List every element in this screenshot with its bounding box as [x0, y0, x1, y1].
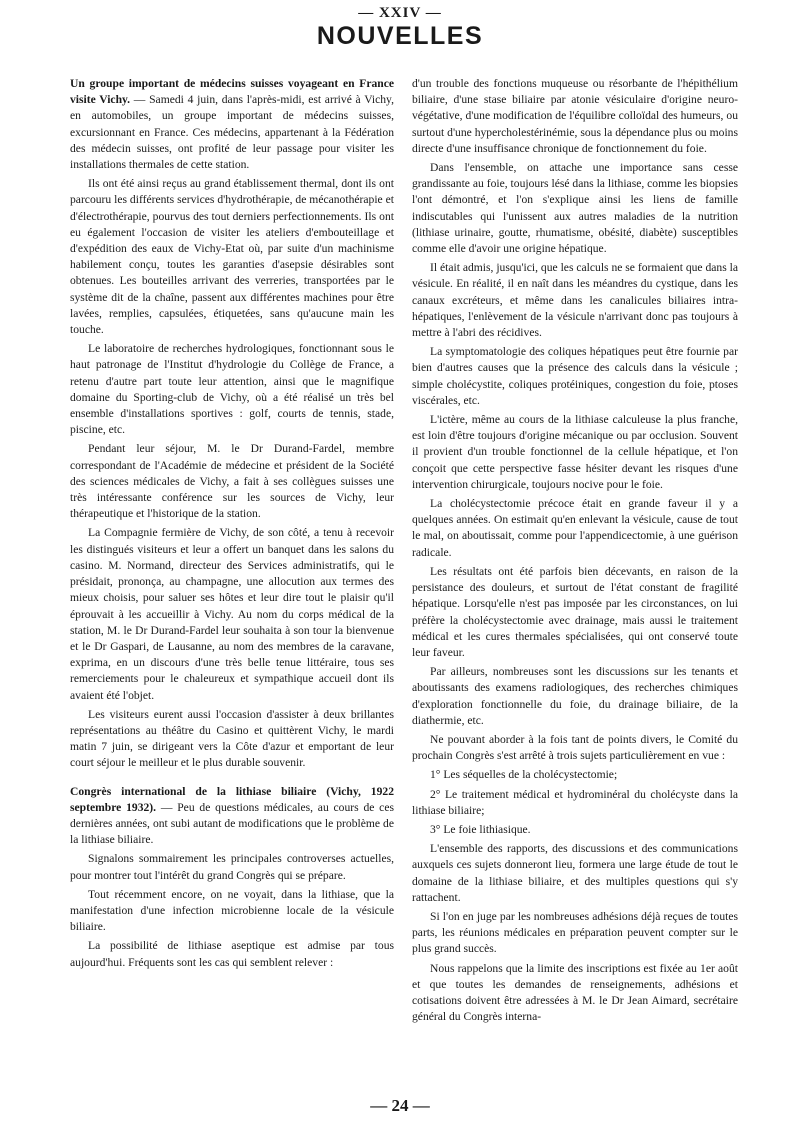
article-heading: Congrès international de la lithiase biliaire (Vichy, 1922 septembre 1932).: [70, 784, 394, 814]
paragraph: Tout récemment encore, on ne voyait, dans la lithiase, que la manifestation d'une infection microbienne locale de la vésicule biliaire.: [70, 887, 394, 934]
paragraph: La symptomatologie des coliques hépatiques peut être fournie par bien d'autres causes que la présence des calculs dans la vésicule ; simple cholécystite, coliques protéiniques, congestion du foie, ptoses viscérales, etc.: [412, 345, 738, 407]
paragraph: Dans l'ensemble, on attache une importance sans cesse grandissante au foie, toujours lésé dans la lithiase, comme les biopsies l'ont démontré, et l'on s'explique ainsi les liens de famille indiscutables qui l'unissent aux autres maladies de la nutrition (lithiase urinaire, goutte, rhumatisme, obésité, diabète) susceptibles comme elle d'avoir une origine hépatique.: [412, 161, 738, 256]
paragraph: Ils ont été ainsi reçus au grand établissement thermal, dont ils ont parcouru les différents services d'hydrothérapie, de mécanothérapie et d'électrothérapie, pourvus des tout derniers perfectionnements. Ils ont eu également l'occasion de visiter les ateliers d'embouteillage et d'expédition des eaux de Vichy-Etat où, par suite d'un machinisme habilement conçu, toutes les garanties d'asepsie désirables sont obtenues. Les bouteilles arrivant des verreries, transportées par le système dit de la chaîne, passent aux différentes machines pour être lavées, remplies, capsulées, étiquetées, sans qu'aucune main les touche.: [70, 177, 394, 337]
paragraph: Le laboratoire de recherches hydrologiques, fonctionnant sous le haut patronage de l'Institut d'hydrologie du Collège de France, a retenu d'autre part toute leur attention, ainsi que le magnifique domaine du Sporting-club de Vichy, où a été réalisé un très bel ensemble d'installations sportives : golf, courts de tennis, stade, piscine, etc.: [70, 342, 394, 437]
paragraph: La possibilité de lithiase aseptique est admise par tous aujourd'hui. Fréquents sont les cas qui semblent relever :: [70, 939, 394, 969]
paragraph: Les visiteurs eurent aussi l'occasion d'assister à deux brillantes représentations au théâtre du Casino et quittèrent Vichy, le mardi matin 7 juin, se dirigeant vers la Côte d'azur et emportant de leur court séjour le meilleur et le plus durable souvenir.: [70, 707, 394, 770]
paragraph: L'ensemble des rapports, des discussions et des communications auxquels ces sujets donneront lieu, formera une large étude de tout le domaine de la lithiase biliaire, et des multiples questions qui s'y rattachent.: [412, 842, 738, 904]
paragraph: Signalons sommairement les principales controverses actuelles, pour montrer tout l'intérêt du grand Congrès qui se prépare.: [70, 852, 394, 882]
paragraph: Nous rappelons que la limite des inscriptions est fixée au 1er août et que toutes les demandes de renseignements, adhésions et cotisations doivent être adressées à M. le Dr Jean Aimard, secrétaire général du Congrès interna-: [412, 961, 738, 1024]
paragraph: La Compagnie fermière de Vichy, de son côté, a tenu à recevoir les distingués visiteurs et leur a offert un banquet dans les salons du casino. M. Normand, directeur des Services administratifs, qui le présidait, prononça, au champagne, une allocution aux termes des mieux choisis, pour saluer ses hôtes et leur dire tout le plaisir qu'il éprouvait à les accueillir à Vichy. Au nom du corps médical de la station, M. le Dr Durand-Fardel leur souhaita à son tour la bienvenue et le Dr Gaspari, de Lausanne, au nom des membres de la caravane, exprima, en un discours d'une très belle tenue littéraire, tous ses remerciements pour le chaleureux et sympathique accueil dont ils avaient été l'objet.: [70, 526, 394, 702]
paragraph-text: — Peu de questions médicales, au cours de ces dernières années, ont subi autant de modifications que le problème de la lithiase biliaire.: [70, 800, 394, 847]
section-title: NOUVELLES: [316, 22, 484, 50]
left-column: [70, 76, 394, 974]
paragraph: La cholécystectomie précoce était en grande faveur il y a quelques années. On estimait qu'en enlevant la vésicule, cause de tout le mal, on aboutissait, comme pour l'appendicectomie, à une guérison radicale.: [412, 497, 738, 559]
paragraph: Ne pouvant aborder à la fois tant de points divers, le Comité du prochain Congrès s'est arrêté à trois sujets particulièrement en vue :: [412, 732, 738, 763]
list-item: 3° Le foie lithiasique.: [430, 822, 531, 836]
paragraph: Par ailleurs, nombreuses sont les discussions sur les tenants et aboutissants des examens radiologiques, des recherches chimiques d'exploration fonctionnelle du foie, du drainage biliaire, de la diathermie, etc.: [412, 665, 738, 727]
paragraph: Il était admis, jusqu'ici, que les calculs ne se formaient que dans la vésicule. En réalité, il en naît dans les méandres du cystique, dans les canaux excréteurs, et même dans les canalicules biliaires intra-hépatiques, l'enlèvement de la vésicule n'arrivant donc pas toujours à mettre à l'abri des récidives.: [412, 261, 738, 340]
paragraph-text: — Samedi 4 juin, dans l'après-midi, est arrivé à Vichy, en automobiles, un groupe important de médecins suisses, excursionnant en France. Ces médecins, appartenant à la Fédération des médecin suisses, ont profité de leur passage pour visiter les installations thermales de cette station.: [70, 93, 394, 172]
paragraph: L'ictère, même au cours de la lithiase calculeuse la plus franche, est loin d'être toujours d'origine mécanique ou par occlusion. Souvent il provient d'un trouble fonctionnel de la cellule hépatique, et l'on conçoit que cette perspective fasse hésiter devant les risques d'une intervention chirurgicale, toujours nocive pour le foie.: [412, 413, 738, 491]
list-item: 1° Les séquelles de la cholécystectomie;: [430, 768, 618, 782]
paragraph: d'un trouble des fonctions muqueuse ou résorbante de l'hépithélium biliaire, d'une stase biliaire par atonie vésiculaire d'origine neuro-végétative, d'une modification de l'équilibre colloïdal des humeurs, ou surtout d'une hypercholestérinémie, sous la dépendance plus ou moins directe d'une insuffisance chronique de fonctionnement du foie.: [412, 77, 738, 155]
roman-folio: — XXIV —: [358, 5, 442, 21]
paragraph: Si l'on en juge par les nombreuses adhésions déjà reçues de toutes parts, les réunions médicales en préparation peuvent compter sur le plus grand succès.: [412, 909, 738, 956]
list-item: 2° Le traitement médical et hydrominéral du cholécyste dans la lithiase biliaire;: [412, 787, 738, 817]
paragraph: [70, 76, 394, 173]
article-heading: Un groupe important de médecins suisses voyageant en France visite Vichy.: [70, 77, 394, 107]
right-column: [412, 76, 738, 1028]
paragraph: [70, 784, 394, 849]
paragraph: Les résultats ont été parfois bien décevants, en raison de la persistance des douleurs, et surtout de l'état constant de fragilité hépatique. Lorsqu'elle n'est pas imposée par les circonstances, on lui préfère la cholécystectomie avec drainage, mais aussi le traitement médical et les cures thermales spécialisées, qui ont conservé toute leur faveur.: [412, 564, 738, 659]
paragraph: Pendant leur séjour, M. le Dr Durand-Fardel, membre correspondant de l'Académie de médecine et président de la Société des sciences médicales de Vichy, a fait à ses collègues suisses une très intéressante conférence sur les sources de Vichy, leur thérapeutique et l'historique de la station.: [70, 442, 394, 521]
page-number: — 24 —: [370, 1096, 430, 1115]
